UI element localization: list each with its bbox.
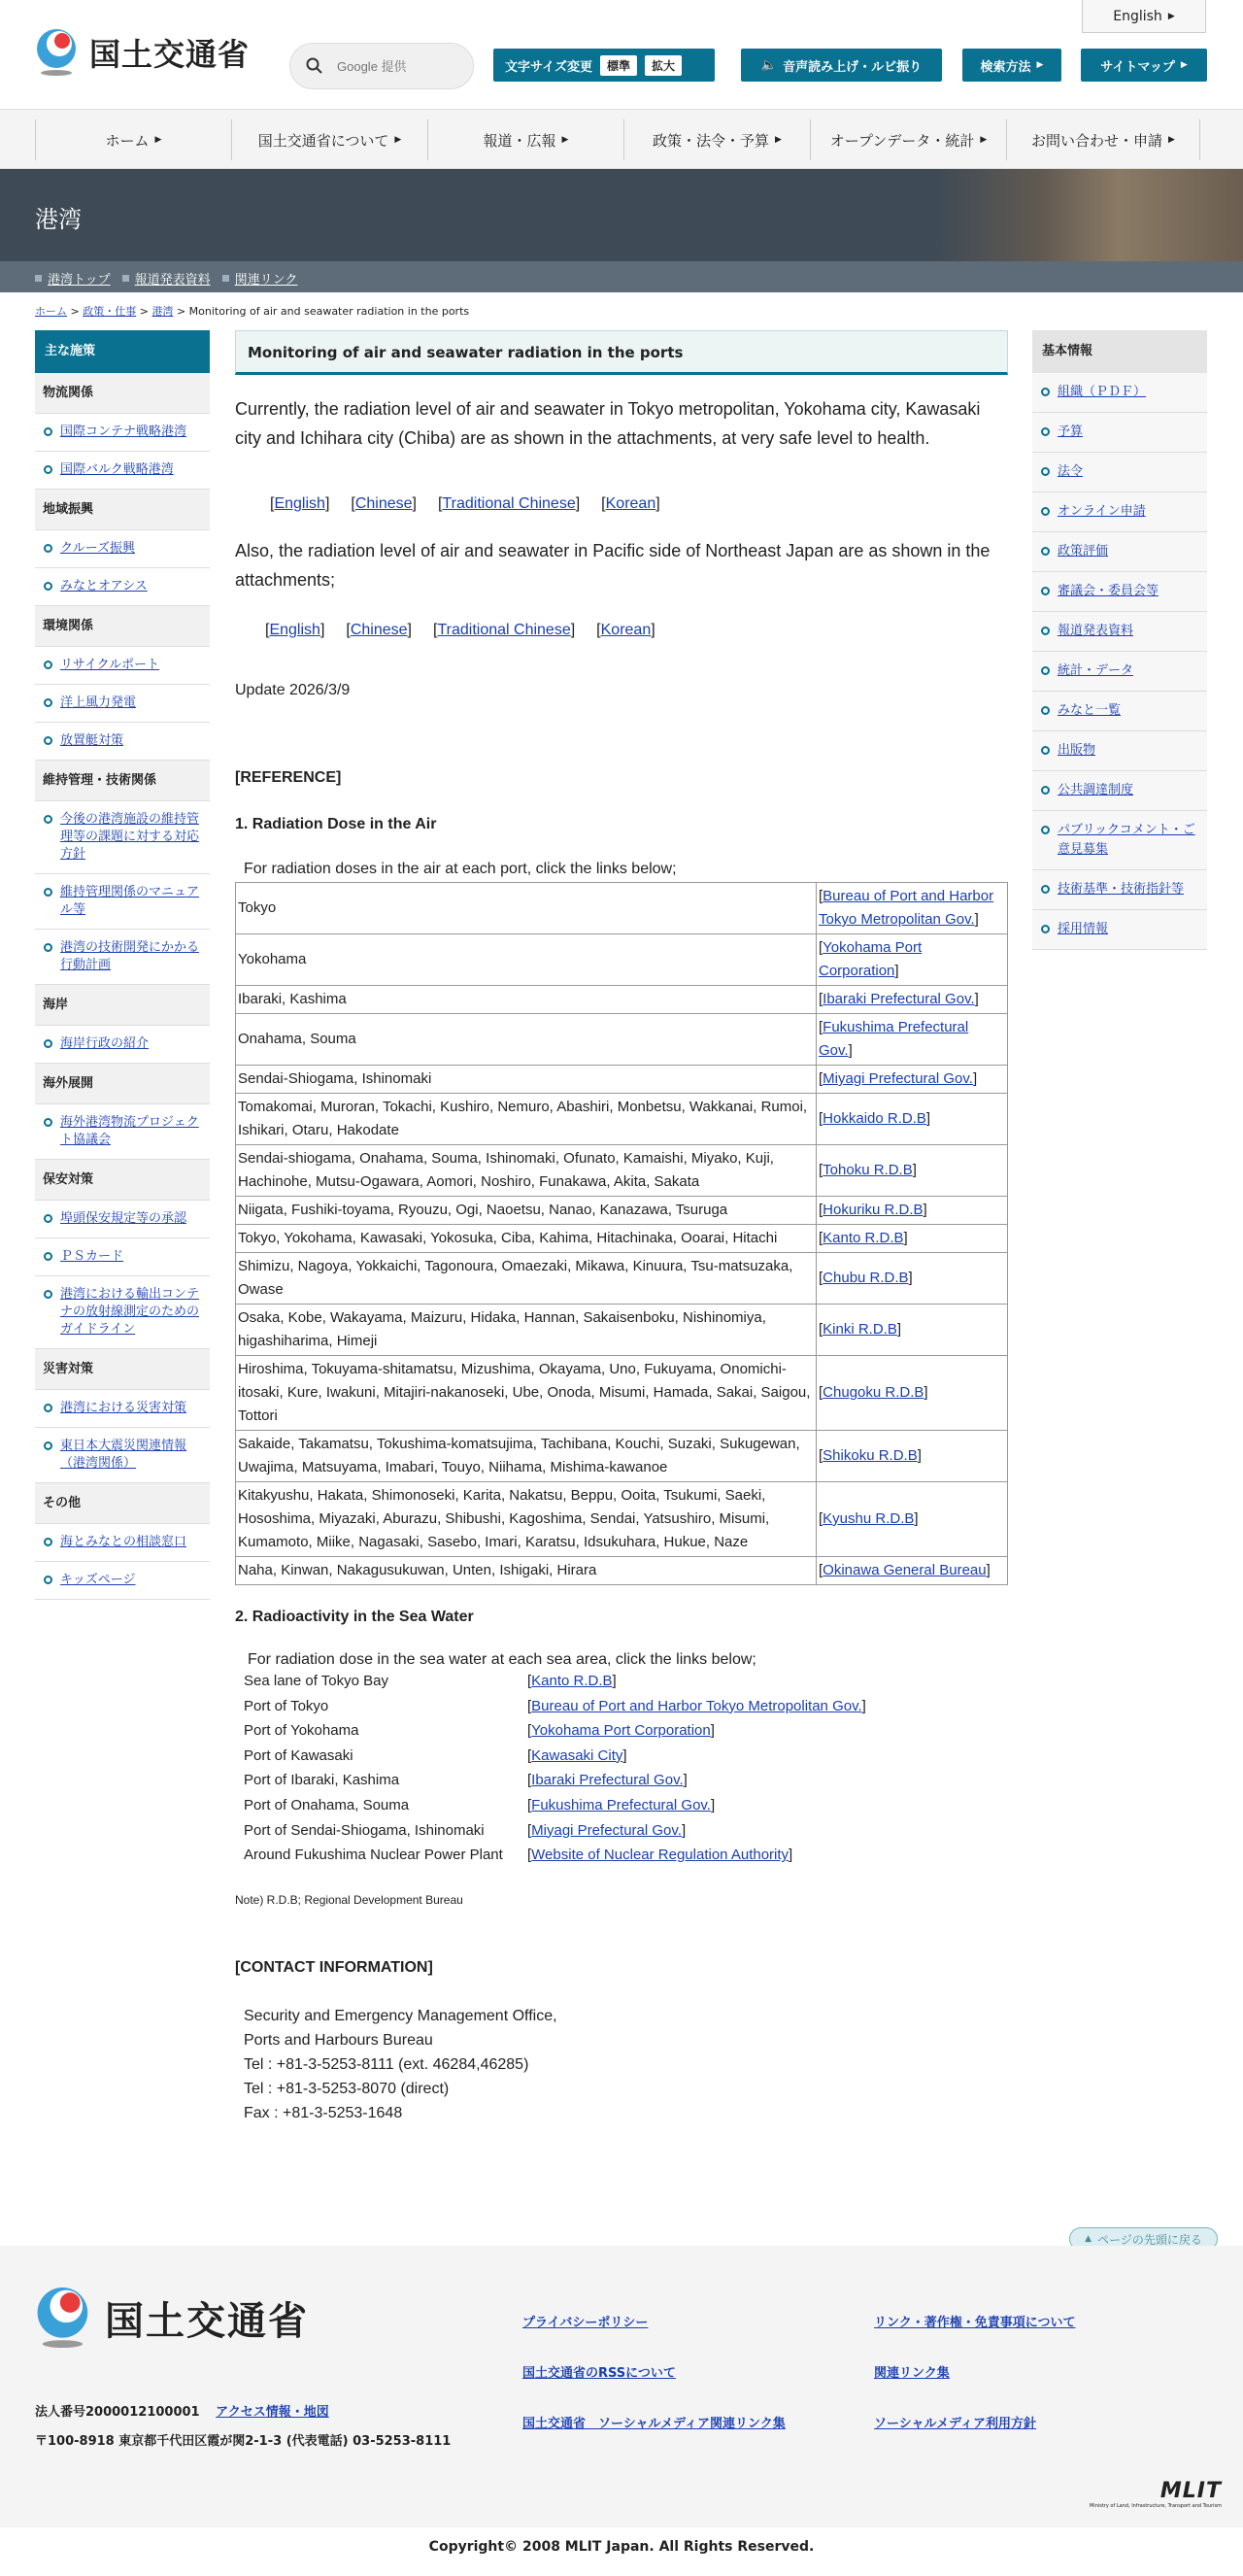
list-item <box>244 1694 1008 1719</box>
gnav-policy[interactable] <box>623 119 810 160</box>
left-sidebar-category: その他 <box>35 1483 210 1524</box>
table-link[interactable]: Chubu R.D.B <box>823 1270 909 1286</box>
lang-link-chinese[interactable]: Chinese <box>350 622 408 638</box>
table-row <box>236 883 1008 934</box>
table-link[interactable]: Kanto R.D.B <box>823 1230 904 1246</box>
left-sidebar-item <box>35 685 210 723</box>
rss-link[interactable]: 国土交通省のRSSについて <box>522 2366 676 2381</box>
gnav-opendata[interactable] <box>810 119 1006 160</box>
contact-line: Tel : +81-3-5253-8070 (direct) <box>244 2080 450 2097</box>
table-link[interactable]: Okinawa General Bureau <box>823 1562 987 1578</box>
left-sidebar-item <box>35 1524 210 1562</box>
right-sidebar-link[interactable]: 組織（ＰＤＦ） <box>1058 385 1147 399</box>
table-cell-link: [Shikoku R.D.B] <box>817 1431 1008 1482</box>
speaker-icon: 🔈 <box>760 57 778 73</box>
breadcrumb <box>35 303 469 319</box>
left-sidebar-category: 環境関係 <box>35 606 210 647</box>
triangle-right-icon: ▶ <box>561 135 569 145</box>
search-method-button[interactable] <box>962 49 1061 82</box>
left-sidebar-category: 維持管理・技術関係 <box>35 761 210 801</box>
table-row <box>236 1094 1008 1145</box>
right-sidebar-link[interactable]: 公共調達制度 <box>1058 783 1134 797</box>
lang-link-item: [Korean] <box>601 495 660 512</box>
lead-paragraph-1: Currently, the radiation level of air and seawater in Tokyo metropolitan, Yokohama city, Kawasaki city and Ichihara city (Chiba) are as shown in the attachments, at very safe level to health. <box>235 399 981 448</box>
page-top-label: ページの先頭に戻る <box>1097 2232 1202 2247</box>
search-input[interactable] <box>337 59 444 74</box>
table-cell-ports: Ibaraki, Kashima <box>236 986 817 1014</box>
mlit-wordmark <box>1068 2479 1222 2509</box>
table-cell-link: [Kanto R.D.B] <box>817 1225 1008 1253</box>
table-cell-ports: Sendai-Shiogama, Ishinomaki <box>236 1066 817 1094</box>
gnav-press[interactable] <box>427 119 623 160</box>
search-method-label: 検索方法 <box>980 59 1031 75</box>
left-sidebar-item <box>35 1276 210 1349</box>
contact-line: Tel : +81-3-5253-8111 (ext. 46284,46285) <box>244 2055 529 2073</box>
table-cell-link: [Yokohama Port Corporation] <box>817 934 1008 986</box>
list-item <box>244 1744 1008 1769</box>
table-link[interactable]: Ibaraki Prefectural Gov. <box>823 991 975 1007</box>
update-date: Update 2026/3/9 <box>235 682 351 698</box>
right-sidebar-link[interactable]: 技術基準・技術指針等 <box>1058 882 1185 897</box>
list-item <box>244 1818 1008 1844</box>
table-link[interactable]: Kinki R.D.B <box>823 1321 897 1338</box>
table-cell-ports: Shimizu, Nagoya, Yokkaichi, Tagonoura, Omaezaki, Mikawa, Kinuura, Tsu-matsuzaka, Owase <box>236 1253 817 1305</box>
left-sidebar-link[interactable]: 埠頭保安規定等の承認 <box>60 1211 187 1226</box>
section-air-heading: 1. Radiation Dose in the Air <box>235 816 437 832</box>
sea-link[interactable]: Yokohama Port Corporation <box>531 1722 711 1740</box>
sea-link[interactable]: Ibaraki Prefectural Gov. <box>531 1772 684 1789</box>
sea-link[interactable]: Fukushima Prefectural Gov. <box>531 1796 711 1813</box>
left-sidebar-item <box>35 874 210 930</box>
right-sidebar-link[interactable]: 採用情報 <box>1058 922 1109 936</box>
english-button[interactable] <box>1082 0 1206 33</box>
mlit-logo-icon <box>35 2285 95 2351</box>
font-size-label: 文字サイズ変更 <box>505 59 592 75</box>
list-item <box>244 1843 1008 1868</box>
subnav-port-top-link[interactable]: 港湾トップ <box>48 273 111 288</box>
contact-line: Fax : +81-3-5253-1648 <box>244 2104 403 2121</box>
triangle-right-icon: ▶ <box>1180 60 1188 70</box>
footer-logo-text: 国土交通省 <box>105 2298 309 2344</box>
triangle-right-icon: ▶ <box>154 135 162 145</box>
lang-link-item: [Chinese] <box>351 495 417 512</box>
sea-link-wrap: [Ibaraki Prefectural Gov.] <box>527 1772 688 1789</box>
left-sidebar-link[interactable]: リサイクルポート <box>60 658 160 672</box>
left-sidebar-category: 海外展開 <box>35 1064 210 1104</box>
table-link[interactable]: Tohoku R.D.B <box>823 1162 913 1178</box>
table-cell-ports: Sakaide, Takamatsu, Tokushima-komatsujima, Tachibana, Kouchi, Suzaki, Sukugewan, Uwajima, Matsuyama, Imabari, Touyo, Niihama, Mishima-kawanoe <box>236 1431 817 1482</box>
contact-heading: [CONTACT INFORMATION] <box>235 1958 433 1976</box>
mlit-wordmark-subtext: Ministry of Land, Infrastructure, Transport and Tourism <box>1089 2503 1222 2509</box>
lang-link-item: [Korean] <box>596 622 655 638</box>
lang-link-english[interactable]: English <box>274 495 325 512</box>
left-sidebar-item <box>35 1562 210 1600</box>
table-row <box>236 1557 1008 1585</box>
contact-info <box>235 2004 1008 2125</box>
triangle-right-icon: ▶ <box>980 135 988 145</box>
gnav-home[interactable] <box>35 119 231 160</box>
search-box[interactable] <box>289 43 474 89</box>
table-link[interactable]: Yokohama Port Corporation <box>819 939 923 979</box>
subnav-item <box>222 269 298 288</box>
logo-text: 国土交通省 <box>89 36 251 73</box>
table-cell-link: [Kyushu R.D.B] <box>817 1482 1008 1557</box>
table-row <box>236 1225 1008 1253</box>
right-sidebar-item <box>1032 692 1207 731</box>
footer-logo[interactable] <box>35 2285 309 2351</box>
list-item <box>244 1718 1008 1744</box>
arrow-up-icon: ▲ <box>1085 2234 1092 2244</box>
sitemap-button[interactable] <box>1081 49 1207 82</box>
triangle-right-icon: ▶ <box>1167 11 1175 21</box>
table-link[interactable]: Fukushima Prefectural Gov. <box>819 1019 969 1059</box>
table-cell-ports: Tokyo, Yokohama, Kawasaki, Yokosuka, Ciba, Kahima, Hitachinaka, Ooarai, Hitachi <box>236 1225 817 1253</box>
right-sidebar-link[interactable]: みなと一覧 <box>1058 703 1122 718</box>
sea-link-wrap: [Miyagi Prefectural Gov.] <box>527 1821 687 1839</box>
breadcrumb-current: Monitoring of air and seawater radiation in the ports <box>188 305 470 318</box>
sea-link[interactable]: Bureau of Port and Harbor Tokyo Metropolitan Gov. <box>531 1697 862 1714</box>
page-title: Monitoring of air and seawater radiation in the ports <box>235 330 1008 375</box>
breadcrumb-home[interactable]: ホーム <box>35 305 67 318</box>
left-sidebar-link[interactable]: 海外港湾物流プロジェクト協議会 <box>60 1115 199 1147</box>
left-sidebar-link[interactable]: 東日本大震災関連情報（港湾関係） <box>60 1439 187 1471</box>
right-sidebar-item <box>1032 731 1207 771</box>
lang-link-item: [Traditional Chinese] <box>433 622 576 638</box>
table-link[interactable]: Hokkaido R.D.B <box>823 1110 926 1127</box>
lead-paragraph-2: Also, the radiation level of air and seawater in Pacific side of Northeast Japan are as shown in the attachments; <box>235 541 991 590</box>
lang-link-item: [Chinese] <box>346 622 412 638</box>
breadcrumb-policy[interactable]: 政策・仕事 <box>83 305 137 318</box>
left-sidebar-link[interactable]: キッズページ <box>60 1573 136 1587</box>
right-sidebar-link[interactable]: 審議会・委員会等 <box>1058 584 1159 598</box>
right-sidebar-item <box>1032 612 1207 652</box>
left-sidebar-item <box>35 1201 210 1238</box>
breadcrumb-separator: > <box>176 305 186 318</box>
site-footer <box>0 2246 1243 2527</box>
gnav-about[interactable] <box>231 119 427 160</box>
lang-link-item: [English] <box>265 622 325 638</box>
table-cell-ports: Niigata, Fushiki-toyama, Ryouzu, Ogi, Naoetsu, Nanao, Kanazawa, Tsuruga <box>236 1197 817 1225</box>
table-row <box>236 1305 1008 1356</box>
right-sidebar-link[interactable]: 政策評価 <box>1058 544 1109 559</box>
left-sidebar-item <box>35 1428 210 1483</box>
triangle-right-icon: ▶ <box>775 135 782 145</box>
lang-link-item: [English] <box>270 495 330 512</box>
font-size-large-button[interactable]: 拡大 <box>645 55 682 76</box>
sea-link-wrap: [Website of Nuclear Regulation Authority] <box>527 1847 793 1864</box>
right-sidebar-item <box>1032 453 1207 492</box>
triangle-right-icon: ▶ <box>1168 135 1175 145</box>
mlit-wordmark-text: MLIT <box>1159 2479 1222 2503</box>
english-label: English <box>1113 8 1162 24</box>
main-content <box>235 330 1008 2125</box>
left-sidebar-link[interactable]: ＰＳカード <box>60 1249 124 1264</box>
table-cell-ports: Sendai-shiogama, Onahama, Souma, Ishinomaki, Ofunato, Kamaishi, Miyako, Kuji, Hachinohe, Mutsu-Ogawara, Aomori, Noshiro, Funakawa, Akita, Sakata <box>236 1145 817 1197</box>
table-row <box>236 1482 1008 1557</box>
table-cell-link: [Okinawa General Bureau] <box>817 1557 1008 1585</box>
left-sidebar-item <box>35 723 210 761</box>
table-link[interactable]: Hokuriku R.D.B <box>823 1202 924 1218</box>
triangle-right-icon: ▶ <box>394 135 402 145</box>
left-sidebar-link[interactable]: 国際コンテナ戦略港湾 <box>60 424 187 439</box>
section-sea-heading: 2. Radioactivity in the Sea Water <box>235 1609 474 1625</box>
access-map-link[interactable]: アクセス情報・地図 <box>216 2405 329 2420</box>
right-sidebar-link[interactable]: オンライン申請 <box>1058 504 1146 519</box>
sea-area: Port of Tokyo <box>244 1697 329 1714</box>
left-sidebar <box>35 330 210 1600</box>
breadcrumb-separator: > <box>70 305 80 318</box>
table-cell-link: [Ibaraki Prefectural Gov.] <box>817 986 1008 1014</box>
table-cell-link: [Hokuriku R.D.B] <box>817 1197 1008 1225</box>
right-sidebar-item <box>1032 492 1207 532</box>
section-banner <box>0 169 1243 261</box>
left-sidebar-link[interactable]: 海岸行政の紹介 <box>60 1036 150 1051</box>
sea-area: Port of Kawasaki <box>244 1746 353 1764</box>
right-sidebar-item <box>1032 870 1207 910</box>
lang-links-2 <box>235 622 1008 639</box>
rdb-note: Note) R.D.B; Regional Development Bureau <box>235 1892 463 1907</box>
left-sidebar-category: 地域振興 <box>35 490 210 530</box>
right-sidebar-link[interactable]: 法令 <box>1058 464 1084 479</box>
square-bullet-icon <box>122 275 129 282</box>
table-row <box>236 1431 1008 1482</box>
left-sidebar-link[interactable]: クルーズ振興 <box>60 541 135 556</box>
right-sidebar-link[interactable]: 統計・データ <box>1058 663 1134 678</box>
left-sidebar-item <box>35 452 210 490</box>
table-cell-ports: Tomakomai, Muroran, Tokachi, Kushiro, Nemuro, Abashiri, Monbetsu, Wakkanai, Rumoi, Ishikari, Otaru, Hakodate <box>236 1094 817 1145</box>
sea-area: Port of Yokohama <box>244 1722 359 1740</box>
breadcrumb-port[interactable]: 港湾 <box>151 305 174 318</box>
table-link[interactable]: Kyushu R.D.B <box>823 1510 915 1527</box>
list-item <box>244 1669 1008 1694</box>
lang-link-english[interactable]: English <box>269 622 320 638</box>
banner-photo <box>932 169 1243 261</box>
font-size-control <box>493 49 715 82</box>
section-sea-intro: For radiation dose in the sea water at each sea area, click the links below; <box>248 1651 756 1668</box>
table-link[interactable]: Miyagi Prefectural Gov. <box>823 1070 973 1087</box>
left-sidebar-item <box>35 414 210 452</box>
sea-area: Port of Onahama, Souma <box>244 1796 410 1813</box>
gnav-label: 国土交通省について <box>257 131 389 150</box>
table-cell-link: [Fukushima Prefectural Gov.] <box>817 1014 1008 1066</box>
table-cell-link: [Kinki R.D.B] <box>817 1305 1008 1356</box>
sea-link-wrap: [Kawasaki City] <box>527 1746 627 1764</box>
table-cell-ports: Kitakyushu, Hakata, Shimonoseki, Karita, Nakatsu, Beppu, Ooita, Tsukumi, Saeki, Hososhima, Miyazaki, Aburazu, Shibushi, Kagoshima, Sendai, Yatsushiro, Misumi, Kumamoto, Miike, Nagasaki, Sasebo, Imari, Karatsu, Idsukuhara, Hukue, Naze <box>236 1482 817 1557</box>
sea-water-list <box>235 1669 1008 1868</box>
table-row <box>236 1253 1008 1305</box>
table-row <box>236 1145 1008 1197</box>
table-link[interactable]: Bureau of Port and Harbor Tokyo Metropolitan Gov. <box>819 888 994 928</box>
right-sidebar-link[interactable]: 出版物 <box>1058 743 1096 758</box>
sea-link-wrap: [Yokohama Port Corporation] <box>527 1722 715 1740</box>
table-row <box>236 1066 1008 1094</box>
right-sidebar-head: 基本情報 <box>1032 330 1207 373</box>
section-air-intro: For radiation doses in the air at each port, click the links below; <box>244 861 677 877</box>
table-row <box>236 986 1008 1014</box>
right-sidebar-item <box>1032 413 1207 453</box>
table-cell-link: [Tohoku R.D.B] <box>817 1145 1008 1197</box>
table-cell-ports: Tokyo <box>236 883 817 934</box>
gnav-label: 報道・広報 <box>483 131 556 150</box>
gnav-contact[interactable] <box>1006 119 1200 160</box>
square-bullet-icon <box>222 275 229 282</box>
table-cell-link: [Hokkaido R.D.B] <box>817 1094 1008 1145</box>
table-link[interactable]: Chugoku R.D.B <box>823 1384 924 1401</box>
subnav-item <box>122 269 211 288</box>
subnav-press-link[interactable]: 報道発表資料 <box>134 273 211 288</box>
left-sidebar-link[interactable]: 維持管理関係のマニュアル等 <box>60 885 200 917</box>
left-sidebar-item <box>35 1104 210 1160</box>
right-sidebar-item <box>1032 532 1207 572</box>
left-sidebar-item <box>35 1390 210 1428</box>
left-sidebar-link[interactable]: 海とみなとの相談窓口 <box>60 1535 187 1549</box>
section-subnav <box>0 261 1243 292</box>
gnav-label: オープンデータ・統計 <box>829 131 975 150</box>
table-cell-link: [Miyagi Prefectural Gov.] <box>817 1066 1008 1094</box>
table-row <box>236 934 1008 986</box>
lang-link-korean[interactable]: Korean <box>600 622 652 638</box>
global-nav <box>0 109 1243 169</box>
left-sidebar-link[interactable]: 今後の港湾施設の維持管理等の課題に対する対応方針 <box>60 812 200 862</box>
sea-area: Port of Sendai-Shiogama, Ishinomaki <box>244 1821 485 1839</box>
left-sidebar-category: 保安対策 <box>35 1160 210 1201</box>
sea-link-wrap: [Bureau of Port and Harbor Tokyo Metropolitan Gov.] <box>527 1697 866 1714</box>
left-sidebar-link[interactable]: 港湾における災害対策 <box>60 1401 187 1415</box>
table-row <box>236 1356 1008 1431</box>
table-cell-link: [Bureau of Port and Harbor Tokyo Metropolitan Gov.] <box>817 883 1008 934</box>
right-sidebar-item <box>1032 811 1207 870</box>
gnav-label: ホーム <box>105 131 150 150</box>
section-title: 港湾 <box>35 206 82 233</box>
left-sidebar-link[interactable]: 洋上風力発電 <box>60 695 137 710</box>
left-sidebar-link[interactable]: 港湾の技術開発にかかる行動計画 <box>60 940 200 972</box>
left-sidebar-item <box>35 1026 210 1064</box>
readout-button[interactable] <box>741 49 942 82</box>
table-row <box>236 1014 1008 1066</box>
left-sidebar-category: 海岸 <box>35 985 210 1026</box>
table-cell-ports: Hiroshima, Tokuyama-shitamatsu, Mizushima, Okayama, Uno, Fukuyama, Onomichi-itosaki, Kure, Iwakuni, Mitajiri-nakanoseki, Ube, Onoda, Misumi, Hamada, Sakai, Saigou, Tottori <box>236 1356 817 1431</box>
right-sidebar-link[interactable]: 報道発表資料 <box>1058 624 1134 638</box>
square-bullet-icon <box>35 275 42 282</box>
lang-link-chinese[interactable]: Chinese <box>354 495 413 512</box>
reference-heading: [REFERENCE] <box>235 769 342 786</box>
list-item <box>244 1793 1008 1818</box>
lang-link-traditional-chinese[interactable]: Traditional Chinese <box>437 622 571 638</box>
contact-line: Security and Emergency Management Office, <box>244 2007 557 2024</box>
sea-link[interactable]: Kawasaki City <box>531 1746 623 1764</box>
gnav-label: 政策・法令・予算 <box>653 131 770 150</box>
social-media-links-link[interactable]: 国土交通省 ソーシャルメディア関連リンク集 <box>522 2417 786 2431</box>
right-sidebar-link[interactable]: パブリックコメント・ご意見募集 <box>1058 823 1195 857</box>
left-sidebar-item <box>35 1238 210 1276</box>
privacy-policy-link[interactable]: プライバシーポリシー <box>522 2316 649 2330</box>
sea-link[interactable]: Website of Nuclear Regulation Authority <box>531 1847 789 1864</box>
table-cell-ports: Naha, Kinwan, Nakagusukuwan, Unten, Ishigaki, Hirara <box>236 1557 817 1585</box>
table-cell-link: [Chubu R.D.B] <box>817 1253 1008 1305</box>
left-sidebar-link[interactable]: 国際バルク戦略港湾 <box>60 462 174 477</box>
sitemap-label: サイトマップ <box>1100 59 1175 75</box>
table-cell-link: [Chugoku R.D.B] <box>817 1356 1008 1431</box>
contact-line: Ports and Harbours Bureau <box>244 2031 433 2049</box>
left-sidebar-item <box>35 930 210 985</box>
corporate-number: 法人番号2000012100001 <box>35 2405 200 2420</box>
table-link[interactable]: Shikoku R.D.B <box>823 1447 918 1464</box>
left-sidebar-link[interactable]: 港湾における輸出コンテナの放射線測定のためのガイドライン <box>60 1287 200 1337</box>
left-sidebar-item <box>35 568 210 606</box>
right-sidebar-link[interactable]: 予算 <box>1058 424 1084 439</box>
right-sidebar-item <box>1032 771 1207 811</box>
lang-link-item: [Traditional Chinese] <box>438 495 581 512</box>
left-sidebar-head: 主な施策 <box>35 330 210 373</box>
air-radiation-table <box>235 882 1008 1585</box>
related-links-link[interactable]: 関連リンク集 <box>874 2366 950 2381</box>
left-sidebar-item <box>35 647 210 685</box>
gnav-label: お問い合わせ・申請 <box>1031 131 1163 150</box>
mlit-logo-icon <box>35 27 82 78</box>
site-header <box>0 0 1243 109</box>
table-cell-ports: Osaka, Kobe, Wakayama, Maizuru, Hidaka, Hannan, Sakaisenboku, Nishinomiya, higashiharima, Himeji <box>236 1305 817 1356</box>
subnav-related-link[interactable]: 関連リンク <box>234 273 298 288</box>
readout-label: 音声読み上げ・ルビ振り <box>783 59 923 75</box>
font-size-standard-button[interactable]: 標準 <box>600 55 637 76</box>
subnav-item <box>35 269 111 288</box>
list-item <box>244 1768 1008 1793</box>
sea-link[interactable]: Miyagi Prefectural Gov. <box>531 1821 682 1839</box>
table-row <box>236 1197 1008 1225</box>
breadcrumb-separator: > <box>139 305 149 318</box>
copyright: Copyright© 2008 MLIT Japan. All Rights Reserved. <box>0 2527 1243 2576</box>
sea-area: Port of Ibaraki, Kashima <box>244 1772 400 1789</box>
left-sidebar-item <box>35 801 210 874</box>
lang-link-traditional-chinese[interactable]: Traditional Chinese <box>442 495 576 512</box>
left-sidebar-category: 災害対策 <box>35 1349 210 1390</box>
right-sidebar-item <box>1032 652 1207 692</box>
left-sidebar-item <box>35 530 210 568</box>
left-sidebar-link[interactable]: 放置艇対策 <box>60 733 124 748</box>
social-media-policy-link[interactable]: ソーシャルメディア利用方針 <box>874 2417 1037 2431</box>
corporate-number-row <box>35 2401 329 2420</box>
lang-links-1 <box>235 495 1008 513</box>
right-sidebar-item <box>1032 572 1207 612</box>
right-sidebar <box>1032 330 1207 950</box>
left-sidebar-link[interactable]: みなとオアシス <box>60 579 148 593</box>
triangle-right-icon: ▶ <box>1036 60 1044 70</box>
table-cell-ports: Onahama, Souma <box>236 1014 817 1066</box>
sea-link-wrap: [Fukushima Prefectural Gov.] <box>527 1796 716 1813</box>
sea-area: Sea lane of Tokyo Bay <box>244 1673 388 1689</box>
address: 〒100-8918 東京都千代田区霞が関2-1-3 (代表電話) 03-5253-8111 <box>35 2434 452 2449</box>
sea-link-wrap: [Kanto R.D.B] <box>527 1673 617 1689</box>
lang-link-korean[interactable]: Korean <box>605 495 656 512</box>
table-cell-ports: Yokohama <box>236 934 817 986</box>
site-logo[interactable] <box>35 27 250 78</box>
search-icon[interactable] <box>306 57 323 75</box>
sea-link[interactable]: Kanto R.D.B <box>531 1673 613 1689</box>
sea-area: Around Fukushima Nuclear Power Plant <box>244 1847 503 1864</box>
right-sidebar-item <box>1032 910 1207 950</box>
right-sidebar-item <box>1032 373 1207 413</box>
left-sidebar-category: 物流関係 <box>35 373 210 414</box>
copyright-link[interactable]: リンク・著作権・免責事項について <box>874 2316 1076 2330</box>
